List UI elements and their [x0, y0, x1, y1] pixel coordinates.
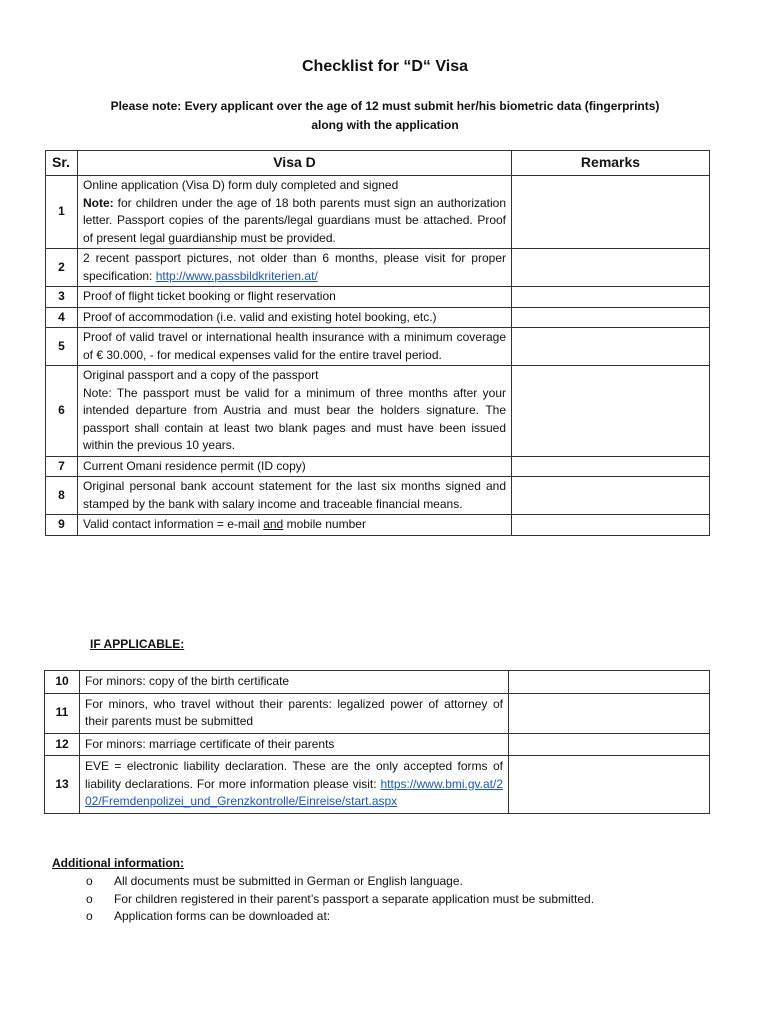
- optional-checklist-table: [44, 670, 710, 814]
- remarks-cell[interactable]: [512, 328, 710, 366]
- row-item-text: 2 recent passport pictures, not older than 6 months, please visit for proper specification:: [83, 251, 506, 283]
- header-visa-d: Visa D: [78, 151, 512, 176]
- row-item: Original personal bank account statement for the last six months signed and stamped by the bank with salary income and traceable financial means.: [78, 477, 512, 515]
- row-number: 8: [46, 477, 78, 515]
- list-item-text: All documents must be submitted in German or English language.: [114, 874, 463, 888]
- row-number: 12: [45, 733, 80, 756]
- row-item: Proof of accommodation (i.e. valid and existing hotel booking, etc.): [78, 307, 512, 328]
- row-number: 4: [46, 307, 78, 328]
- row-item-text: EVE = electronic liability declaration. These are the only accepted forms of liability declarations. For more information please visit:: [85, 759, 503, 791]
- table-row: [46, 477, 710, 515]
- row-number: 13: [45, 756, 80, 814]
- bullet-marker: o: [86, 874, 93, 888]
- row-item: [78, 176, 512, 249]
- remarks-cell[interactable]: [512, 477, 710, 515]
- row-number: 1: [46, 176, 78, 249]
- row-item: Current Omani residence permit (ID copy): [78, 456, 512, 477]
- row-number: 2: [46, 249, 78, 287]
- remarks-cell[interactable]: [509, 733, 710, 756]
- visa-checklist-table: [45, 150, 710, 536]
- passbild-link[interactable]: http://www.passbildkriterien.at/: [155, 268, 318, 283]
- table-row: [46, 456, 710, 477]
- header-remarks: Remarks: [512, 151, 710, 176]
- row-number: 10: [45, 671, 80, 694]
- table-row: [46, 307, 710, 328]
- row-item: Proof of valid travel or international health insurance with a minimum coverage of € 30.000, - for medical expenses valid for the entire travel period.: [78, 328, 512, 366]
- list-item-text: For children registered in their parent’s passport a separate application must be submitted.: [114, 891, 595, 906]
- remarks-cell[interactable]: [512, 366, 710, 457]
- additional-info-heading: Additional information:: [52, 856, 184, 870]
- table-row: [45, 733, 710, 756]
- table-row: [46, 176, 710, 249]
- table-row: [45, 693, 710, 733]
- bmi-link[interactable]: https://www.bmi.gv.at/202/Fremdenpolizei_und_Grenzkontrolle/Einreise/start.aspx: [85, 776, 503, 808]
- list-item: [86, 891, 646, 909]
- bullet-marker: o: [86, 891, 93, 906]
- row-item-line: Original passport and a copy of the passport: [83, 368, 319, 382]
- remarks-cell[interactable]: [512, 249, 710, 287]
- row-item: [78, 249, 512, 287]
- remarks-cell[interactable]: [512, 456, 710, 477]
- remarks-cell[interactable]: [512, 307, 710, 328]
- table-row: [46, 328, 710, 366]
- row-item-text: Valid contact information = e-mail: [83, 517, 264, 531]
- remarks-cell[interactable]: [509, 756, 710, 814]
- table-row: [45, 756, 710, 814]
- table-row: [46, 366, 710, 457]
- list-item-text: Application forms can be downloaded at:: [114, 909, 331, 923]
- row-item-line: Online application (Visa D) form duly completed and signed: [83, 178, 399, 192]
- additional-info-list: [86, 873, 646, 926]
- row-item-note: [83, 195, 506, 248]
- header-sr: Sr.: [46, 151, 78, 176]
- bullet-marker: o: [86, 909, 93, 923]
- remarks-cell[interactable]: [509, 671, 710, 694]
- row-item: For minors: copy of the birth certificate: [80, 671, 509, 694]
- note-label: Note:: [83, 195, 114, 210]
- row-item: [78, 515, 512, 536]
- list-item: [86, 908, 646, 926]
- remarks-cell[interactable]: [512, 176, 710, 249]
- row-item: [80, 756, 509, 814]
- if-applicable-heading: IF APPLICABLE:: [90, 637, 185, 651]
- row-item-text-end: mobile number: [283, 517, 366, 531]
- remarks-cell[interactable]: [512, 287, 710, 308]
- row-item: For minors: marriage certificate of their parents: [80, 733, 509, 756]
- row-item: Proof of flight ticket booking or flight reservation: [78, 287, 512, 308]
- row-item: For minors, who travel without their parents: legalized power of attorney of their parents must be submitted: [80, 693, 509, 733]
- row-number: 5: [46, 328, 78, 366]
- table-row: [46, 249, 710, 287]
- remarks-cell[interactable]: [509, 693, 710, 733]
- page-title: Checklist for “D“ Visa: [302, 58, 468, 75]
- row-item: [78, 366, 512, 457]
- underlined-and: and: [263, 517, 284, 531]
- remarks-cell[interactable]: [512, 515, 710, 536]
- note-text: for children under the age of 18 both parents must sign an authorization letter. Passport copies of the parents/legal guardians must be attached. Proof of present legal guardianship must be provided.: [83, 195, 506, 245]
- table-row: [45, 671, 710, 694]
- list-item: [86, 873, 646, 891]
- table-row: [46, 287, 710, 308]
- row-item-note: Note: The passport must be valid for a minimum of three months after your intended departure from Austria and must bear the holders signature. The passport shall contain at least two blank pages and must have been issued within the previous 10 years.: [83, 385, 506, 452]
- biometric-note: Please note: Every applicant over the age of 12 must submit her/his biometric data (fingerprints) along with the application: [110, 99, 660, 132]
- row-number: 7: [46, 456, 78, 477]
- row-number: 11: [45, 693, 80, 733]
- table-header-row: [46, 151, 710, 176]
- row-number: 3: [46, 287, 78, 308]
- table-row: [46, 515, 710, 536]
- row-number: 6: [46, 366, 78, 457]
- row-number: 9: [46, 515, 78, 536]
